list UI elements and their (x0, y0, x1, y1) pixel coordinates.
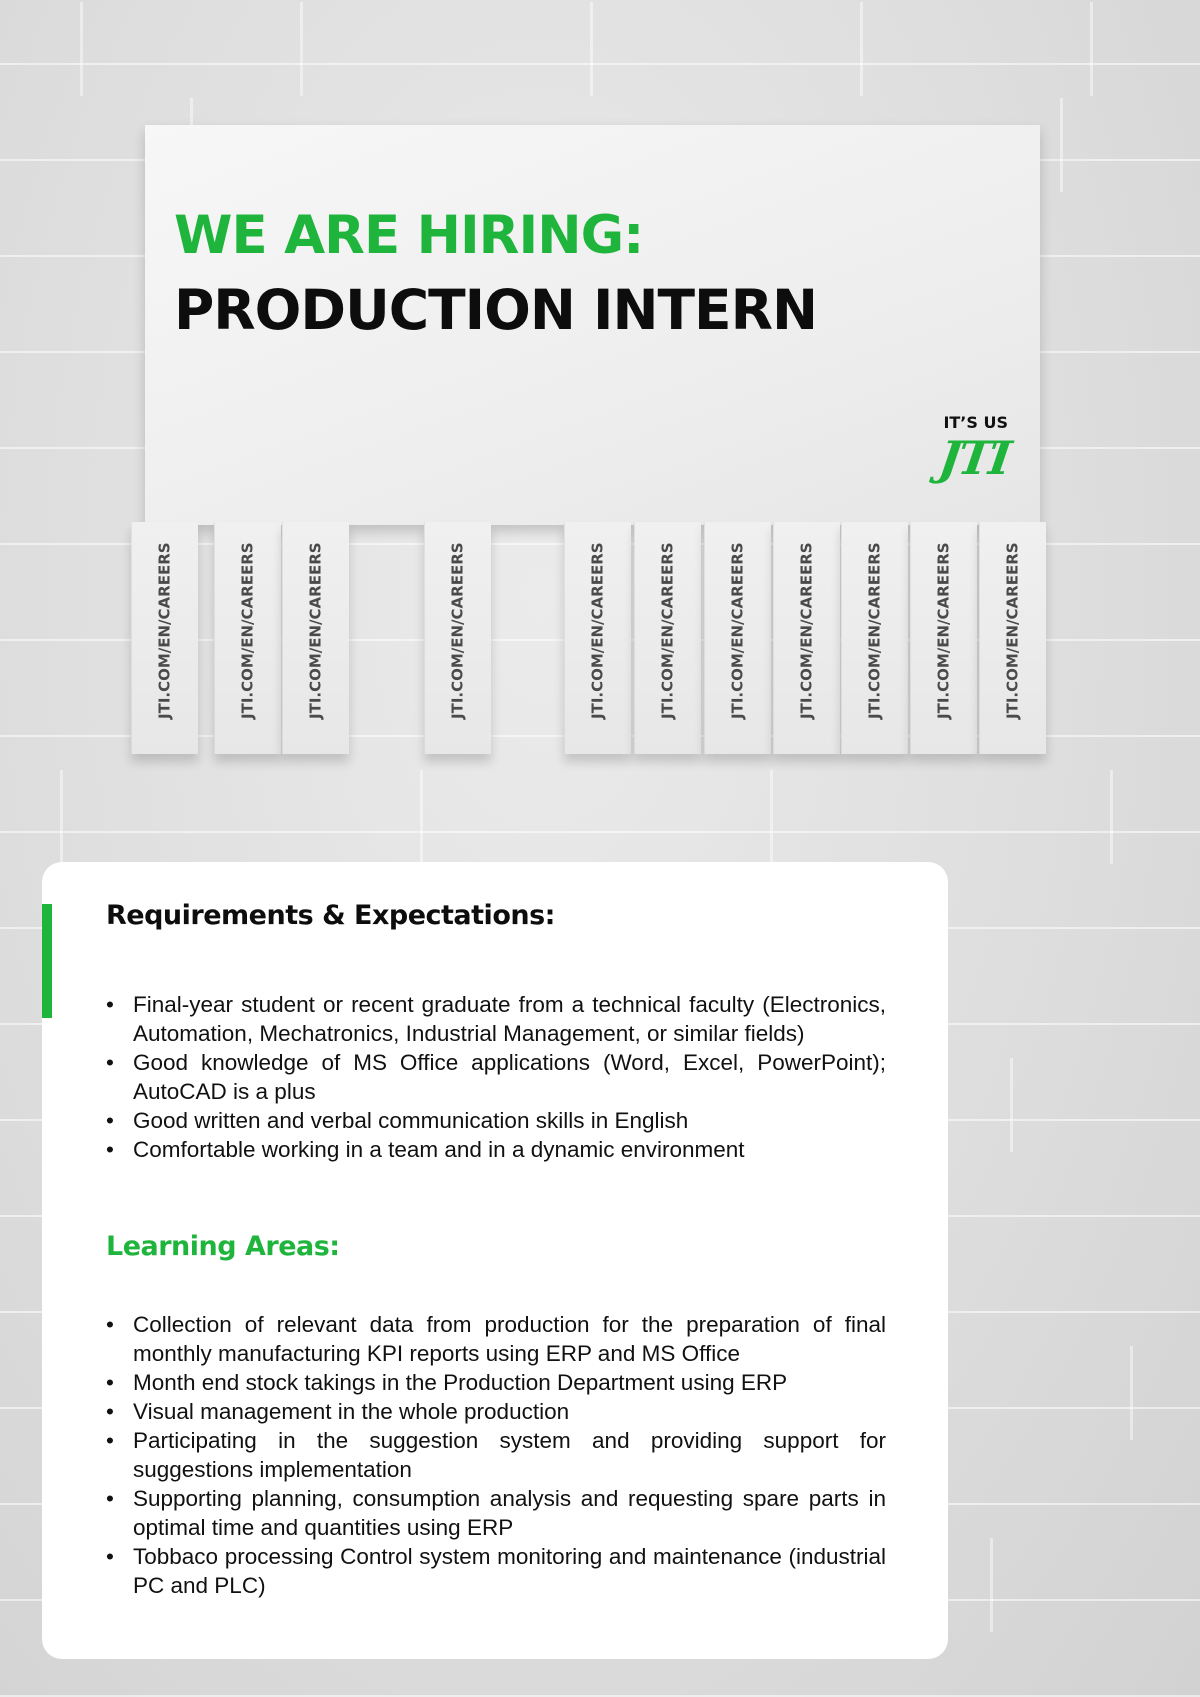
learning-title: Learning Areas: (106, 1231, 340, 1262)
list-item: • Collection of relevant data from production for the preparation of final monthly manufacturing KPI reports using ERP and MS Office (106, 1310, 886, 1368)
tear-off-tab[interactable] (214, 522, 281, 754)
requirements-title: Requirements & Expectations: (106, 900, 555, 931)
brick-joint (1130, 1346, 1133, 1440)
tab-url-label: JTI.COM/EN/CAREERS (658, 542, 677, 719)
tear-off-tab[interactable] (564, 522, 631, 754)
tab-url-label: JTI.COM/EN/CAREERS (306, 542, 325, 719)
brick-joint (1060, 98, 1063, 192)
learning-list (106, 1310, 886, 1600)
list-item: • Participating in the suggestion system and providing support for suggestions implementation (106, 1426, 886, 1484)
tear-off-tab[interactable] (131, 522, 198, 754)
tear-off-tab[interactable] (773, 522, 840, 754)
tab-url-label: JTI.COM/EN/CAREERS (155, 542, 174, 719)
brick-joint (1010, 1058, 1013, 1152)
brick-joint (300, 2, 303, 96)
list-item: • Good knowledge of MS Office applications (Word, Excel, PowerPoint); AutoCAD is a plus (106, 1048, 886, 1106)
list-item: • Final-year student or recent graduate from a technical faculty (Electronics, Automation, Mechatronics, Industrial Management, or similar fields) (106, 990, 886, 1048)
brick-joint (420, 770, 423, 864)
list-item: • Good written and verbal communication skills in English (106, 1106, 886, 1135)
tab-url-label: JTI.COM/EN/CAREERS (865, 542, 884, 719)
tear-off-tab[interactable] (910, 522, 977, 754)
brand-tagline: IT’S US (943, 413, 1008, 432)
accent-bar (42, 904, 52, 1018)
tear-off-tab[interactable] (282, 522, 349, 754)
list-item: • Month end stock takings in the Production Department using ERP (106, 1368, 886, 1397)
tear-off-tab[interactable] (634, 522, 701, 754)
tab-url-label: JTI.COM/EN/CAREERS (934, 542, 953, 719)
tab-url-label: JTI.COM/EN/CAREERS (448, 542, 467, 719)
tear-off-tab[interactable] (424, 522, 491, 754)
brick-joint (1090, 2, 1093, 96)
tab-url-label: JTI.COM/EN/CAREERS (728, 542, 747, 719)
list-item: • Tobbaco processing Control system monitoring and maintenance (industrial PC and PLC) (106, 1542, 886, 1600)
hiring-headline: WE ARE HIRING: (174, 205, 644, 266)
jti-logo-icon: JTI (935, 431, 1012, 485)
tear-off-tab[interactable] (841, 522, 908, 754)
list-item: • Visual management in the whole production (106, 1397, 886, 1426)
brick-joint (860, 2, 863, 96)
tab-url-label: JTI.COM/EN/CAREERS (1003, 542, 1022, 719)
tab-url-label: JTI.COM/EN/CAREERS (238, 542, 257, 719)
brand-block (918, 413, 1012, 485)
position-title: PRODUCTION INTERN (174, 278, 817, 342)
list-item: • Comfortable working in a team and in a dynamic environment (106, 1135, 886, 1164)
brick-joint (990, 1538, 993, 1632)
requirements-list (106, 990, 886, 1164)
brick-joint (80, 2, 83, 96)
tab-url-label: JTI.COM/EN/CAREERS (588, 542, 607, 719)
tab-url-label: JTI.COM/EN/CAREERS (797, 542, 816, 719)
brick-joint (770, 770, 773, 864)
tear-off-tab[interactable] (704, 522, 771, 754)
brick-joint (60, 770, 63, 864)
tear-off-tab[interactable] (979, 522, 1046, 754)
brick-joint (1110, 770, 1113, 864)
brick-joint (590, 2, 593, 96)
list-item: • Supporting planning, consumption analysis and requesting spare parts in optimal time and quantities using ERP (106, 1484, 886, 1542)
details-card (42, 862, 948, 1659)
